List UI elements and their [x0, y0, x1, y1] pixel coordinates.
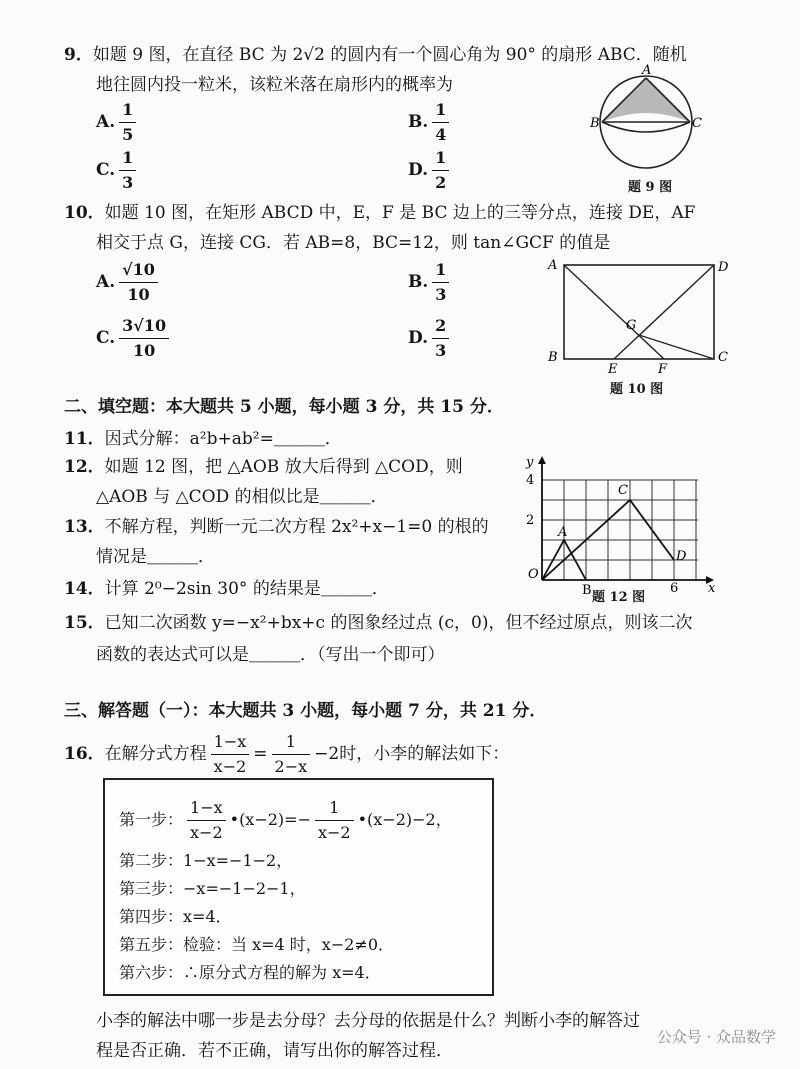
q10-number: 10．: [64, 203, 105, 223]
q9-number: 9．: [64, 45, 93, 65]
q14: 14．计算 2⁰−2sin 30° 的结果是＿＿＿．: [64, 579, 389, 599]
q9-point-c: C: [692, 116, 702, 131]
q9-text1: 如题 9 图，在直径 BC 为 2√2 的圆内有一个圆心角为 90° 的扇形 ABC．随机: [92, 45, 687, 65]
q10-option-d: D. $\frac{2}{3}$: [408, 314, 453, 363]
watermark: 公众号 · 众品数学: [656, 1028, 776, 1046]
q9-option-a: A. $\frac{1}{5}$: [96, 98, 140, 147]
q9-line2: 地往圆内投一粒米，该粒米落在扇形内的概率为: [96, 75, 453, 95]
q10-option-a: A. $\frac{√10}{10}$: [96, 258, 162, 307]
q9-option-c: C. $\frac{1}{3}$: [96, 146, 140, 195]
q16-solution-box: [103, 778, 494, 996]
q12-line2: △AOB 与 △COD 的相似比是＿＿＿．: [96, 487, 388, 507]
q10-point-d: D: [718, 260, 729, 275]
q10-line2: 相交于点 G，连接 CG．若 AB=8，BC=12，则 tan∠GCF 的值是: [96, 233, 611, 253]
q13-line1: 13．不解方程，判断一元二次方程 2x²+x−1=0 的根的: [64, 517, 489, 537]
q12-caption: 题 12 图: [592, 590, 646, 605]
q16-step-4: 第四步：x=4．: [119, 907, 232, 926]
svg-text:x: x: [708, 581, 716, 596]
svg-text:A: A: [558, 525, 568, 540]
q10-point-g: G: [626, 318, 637, 333]
q10-point-b: B: [548, 350, 558, 365]
q16-step-2: 第二步：1−x=−1−2，: [119, 851, 293, 870]
q16-question-line2: 程是否正确．若不正确，请写出你的解答过程．: [96, 1041, 453, 1061]
q16-step-6: 第六步：∴原分式方程的解为 x=4．: [119, 963, 381, 982]
q9-option-d: D. $\frac{1}{2}$: [408, 146, 453, 195]
q16-question-line1: 小李的解法中哪一步是去分母？去分母的依据是什么？判断小李的解答过: [96, 1011, 640, 1031]
q9-option-b: B. $\frac{1}{4}$: [408, 98, 453, 147]
q12-line1: 12．如题 12 图，把 △AOB 放大后得到 △COD，则: [64, 457, 463, 477]
q11: 11．因式分解：a²b+ab²=＿＿＿．: [64, 429, 342, 449]
svg-text:4: 4: [526, 473, 535, 488]
svg-text:D: D: [676, 549, 687, 564]
svg-text:y: y: [526, 455, 534, 470]
q10-point-c: C: [718, 350, 728, 365]
q16-step-3: 第三步：−x=−1−2−1，: [119, 879, 306, 898]
section-3-heading: 三、解答题（一）：本大题共 3 小题，每小题 7 分，共 21 分．: [64, 701, 547, 721]
q10-point-e: E: [608, 362, 618, 377]
section-2-heading: 二、填空题：本大题共 5 小题，每小题 3 分，共 15 分．: [64, 397, 504, 417]
svg-text:6: 6: [670, 581, 679, 596]
q10-text1: 如题 10 图，在矩形 ABCD 中，E，F 是 BC 边上的三等分点，连接 DE，AF: [104, 203, 696, 223]
q15-line1: 15．已知二次函数 y=−x²+bx+c 的图象经过点 (c，0)，但不经过原点，则该二次: [64, 613, 693, 633]
q9-caption: 题 9 图: [628, 180, 673, 195]
svg-text:O: O: [528, 567, 539, 582]
q16-step-1: 第一步： $\frac{1-x}{x-2}$ •(x−2)=− $\frac{1}{x-2}$ •(x−2)−2，: [119, 798, 452, 842]
q15-line2: 函数的表达式可以是＿＿＿．（写出一个即可）: [96, 645, 445, 665]
svg-text:2: 2: [526, 513, 535, 528]
q9-point-b: B: [590, 116, 600, 131]
q10-figure: [540, 255, 730, 375]
q10-option-b: B. $\frac{1}{3}$: [408, 258, 453, 307]
q10-point-a: A: [548, 258, 558, 273]
q16-intro: 16．在解分式方程 $\frac{1-x}{x-2}$ = $\frac{1}{2-x}$ −2时，小李的解法如下：: [64, 732, 510, 776]
svg-text:C: C: [618, 483, 628, 498]
q10-point-f: F: [658, 362, 668, 377]
q9-point-a: A: [642, 63, 652, 78]
q9-figure: [590, 60, 710, 180]
q10-option-c: C. $\frac{3√10}{10}$: [96, 314, 173, 363]
q16-step-5: 第五步：检验：当 x=4 时，x−2≠0．: [119, 935, 394, 954]
q10-line1: [64, 198, 695, 228]
svg-text:B: B: [582, 583, 592, 598]
q13-line2: 情况是＿＿＿．: [96, 547, 215, 567]
q10-caption: 题 10 图: [610, 382, 664, 397]
